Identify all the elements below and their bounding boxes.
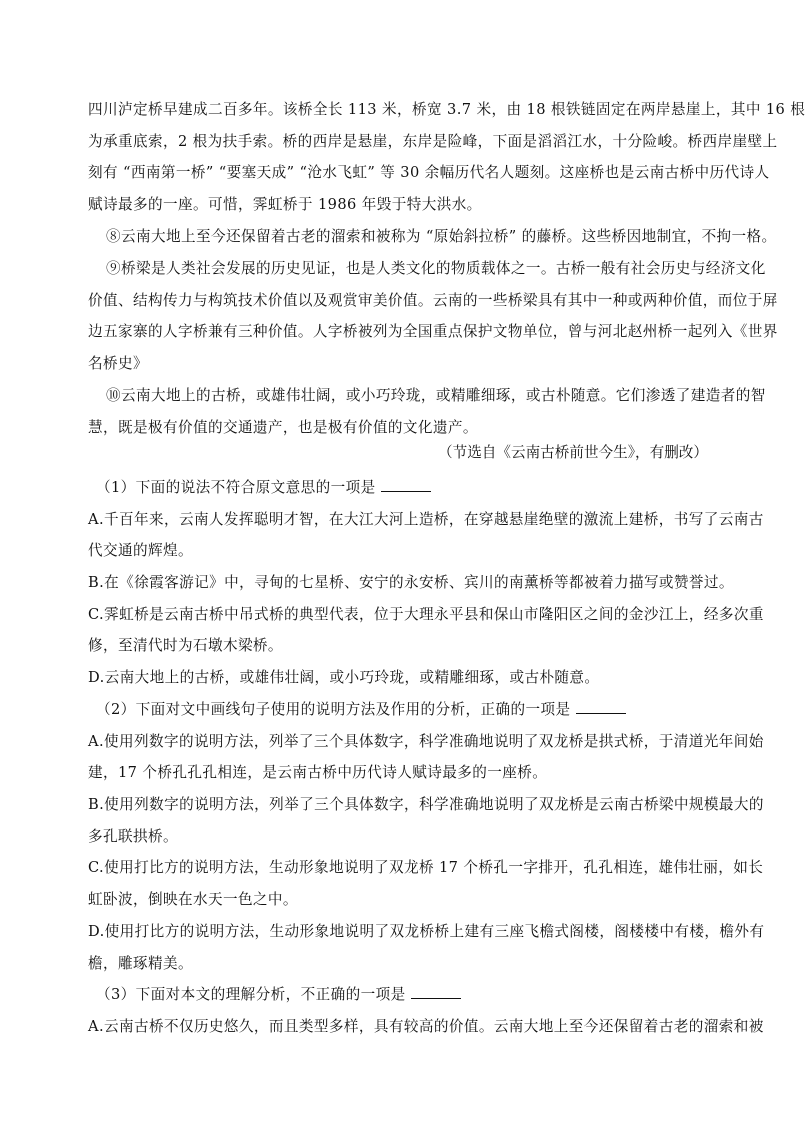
question-stem-text: （2）下面对文中画线句子使用的说明方法及作用的分析，正确的一项是 [96,701,576,718]
option-line: C.使用打比方的说明方法，生动形象地说明了双龙桥 17 个桥孔一字排开，孔孔相连，雄伟壮丽，如长 [88,859,764,877]
question-stem-text: （1）下面的说法不符合原文意思的一项是 [96,479,381,496]
option-line: 建，17 个桥孔孔孔相连，是云南古桥中历代诗人赋诗最多的一座桥。 [88,764,548,782]
option-line: D.使用打比方的说明方法，生动形象地说明了双龙桥桥上建有三座飞檐式阁楼，阁楼楼中有楼，檐外有 [88,922,765,940]
paragraph-line: 四川泸定桥早建成二百多年。该桥全长 113 米，桥宽 3.7 米，由 18 根铁链固定在两岸悬崖上，其中 16 根 [88,101,805,118]
question-3 [88,979,764,1042]
option-line: A.使用列数字的说明方法，列举了三个具体数字，科学准确地说明了双龙桥是拱式桥，于清道光年间始 [88,732,764,750]
option-line: B.在《徐霞客游记》中，寻甸的七星桥、安宁的永安桥、宾川的南薰桥等都被着力描写或赞誉过。 [88,574,734,592]
option-line: 修，至清代时为石墩木梁桥。 [88,637,283,655]
question-1 [88,472,764,694]
option-line: 代交通的辉煌。 [88,542,193,560]
option-line: D.云南大地上的古桥，或雄伟壮阔，或小巧玲珑，或精雕细琢，或古朴随意。 [88,669,600,687]
paragraph-8 [106,221,777,253]
option-line: B.使用列数字的说明方法，列举了三个具体数字，科学准确地说明了双龙桥是云南古桥梁中规模最大的 [88,796,764,814]
paragraph-line: 价值、结构传力与构筑技术价值以及观赏审美价值。云南的一些桥梁具有其中一种或两种价值，而位于屏 [88,291,778,309]
question-stem-text: （3）下面对本文的理解分析，不正确的一项是 [96,986,411,1003]
option-line: 多孔联拱桥。 [88,827,178,845]
paragraph-10 [88,380,766,443]
paragraph-line: ⑩云南大地上的古桥，或雄伟壮阔，或小巧玲珑，或精雕细琢，或古朴随意。它们渗透了建造者的智 [106,387,766,404]
paragraph-line: 为承重底索，2 根为扶手索。桥的西岸是悬崖，东岸是险峰，下面是滔滔江水，十分险峻。桥西岸崖壁上 [88,132,778,150]
option-line: A.云南古桥不仅历史悠久，而且类型多样，具有较高的价值。云南大地上至今还保留着古老的溜索和被 [88,1017,764,1035]
paragraph-9 [88,253,778,380]
paragraph-line: 边五家寨的人字桥兼有三种价值。人字桥被列为全国重点保护文物单位，曾与河北赵州桥一起列入《世界 [88,323,778,341]
option-line: 檐，雕琢精美。 [88,954,193,972]
source-citation: （节选自《云南古桥前世今生》，有删改） [438,444,708,461]
answer-blank[interactable] [411,986,461,999]
answer-blank[interactable] [381,479,431,492]
paragraph-line: 慧，既是极有价值的交通遗产，也是极有价值的文化遗产。 [88,418,478,436]
option-line: 虹卧波，倒映在水天一色之中。 [88,891,298,909]
question-2 [88,694,765,979]
paragraph-line: 名桥史》 [88,355,148,373]
option-line: C.霁虹桥是云南古桥中吊式桥的典型代表，位于大理永平县和保山市隆阳区之间的金沙江上，经多次重 [88,605,764,623]
question-stem [88,979,714,1011]
question-stem [88,472,714,504]
paragraph-line: 刻有 “西南第一桥” “要塞天成” “沧水飞虹” 等 30 余幅历代名人题刻。这座桥也是云南古桥中历代诗人 [88,164,770,182]
paragraph-line: 赋诗最多的一座。可惜，霁虹桥于 1986 年毁于特大洪水。 [88,196,482,214]
question-stem [88,694,714,726]
paragraph-line: ⑧云南大地上至今还保留着古老的溜索和被称为 “原始斜拉桥” 的藤桥。这些桥因地制宜，不拘一格。 [106,228,777,245]
option-line: A.千百年来，云南人发挥聪明才智，在大江大河上造桥，在穿越悬崖绝壁的激流上建桥，书写了云南古 [88,510,764,528]
paragraph-line: ⑨桥梁是人类社会发展的历史见证，也是人类文化的物质载体之一。古桥一般有社会历史与经济文化 [106,260,766,277]
paragraph-7 [88,94,805,221]
answer-blank[interactable] [576,701,626,714]
